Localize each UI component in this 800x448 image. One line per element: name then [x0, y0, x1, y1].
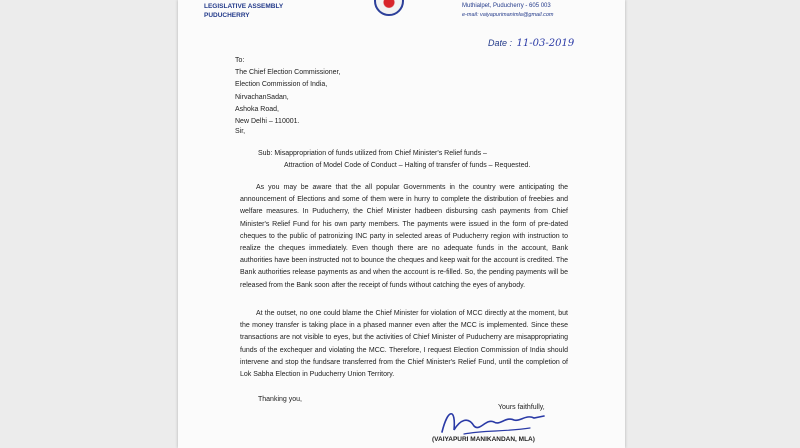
yours-faithfully: Yours faithfully, [498, 404, 545, 411]
letterhead-assembly: LEGISLATIVE ASSEMBLY [204, 3, 284, 10]
body-paragraph-1: As you may be aware that the all popular Governments in the country were anticipating the announcement of Elections and some of them were in hurry to complete the distribution of freebies and welfare measures. In Puducherry, the Chief Minister hadbeen disbursing cash payments from Chief Minister's Relief Fund for his own party members. The payments were issued in the form of pre-dated cheques to the public of patronizing INC party in selected areas of Puducherry region with instruction to realize the cheques immediately. Even though there are no adequate funds in the account, Bank authorities have been instructed not to bounce the cheques and keep wait for the account is credited. The Bank authorities release payments as and when the account is re-filled. So, the pending payments will be released from the Bank soon after the receipt of funds without catching the eyes of anybody. [240, 184, 568, 289]
letterhead-place: PUDUCHERRY [204, 12, 250, 19]
letterhead-email: e-mail: vaiyapurimanimla@gmail.com [462, 12, 554, 18]
recipient-line: The Chief Election Commissioner, [235, 69, 341, 77]
assembly-emblem-icon [374, 0, 404, 16]
signatory-name: (VAIYAPURI MANIKANDAN, MLA) [432, 436, 535, 443]
date-label: Date : [488, 38, 513, 48]
recipient-line: Election Commission of India, [235, 81, 328, 89]
recipient-line: NirvachanSadan, [235, 93, 289, 101]
subject-line-1: Sub: Misappropriation of funds utilized from Chief Minister's Relief funds – [258, 150, 487, 157]
thanking-line: Thanking you, [258, 396, 302, 403]
letter-page [178, 0, 625, 448]
recipient-block [235, 55, 340, 128]
recipient-line: New Delhi – 110001. [235, 118, 300, 126]
salutation: Sir, [235, 128, 246, 135]
recipient-line: Ashoka Road, [235, 105, 279, 113]
to-label: To: [235, 57, 245, 64]
letter-date [488, 38, 574, 49]
subject-block [258, 148, 578, 172]
body-paragraph-2: At the outset, no one could blame the Chief Minister for violation of MCC directly at the moment, but the money transfer is taking place in a phased manner even after the MCC is implemented. Since these transactions are not visible to eyes, but the activities of Chief Minister of Puducherry are misappropriating funds of the exchequer and violating the MCC. Therefore, I request Election Commission of India should intervene and stop the fundsare transferred from the Chief Minister's Relief Fund, until the completion of Lok Sabha Election in Puducherry Union Territory. [240, 310, 568, 379]
letterhead-right [462, 2, 553, 20]
letterhead-address: Muthialpet, Puducherry - 605 003 [462, 3, 551, 9]
subject-line-2: Attraction of Model Code of Conduct – Halting of transfer of funds – Requested. [284, 162, 531, 170]
letterhead-left [204, 2, 283, 20]
date-value: 11-03-2019 [516, 38, 575, 49]
